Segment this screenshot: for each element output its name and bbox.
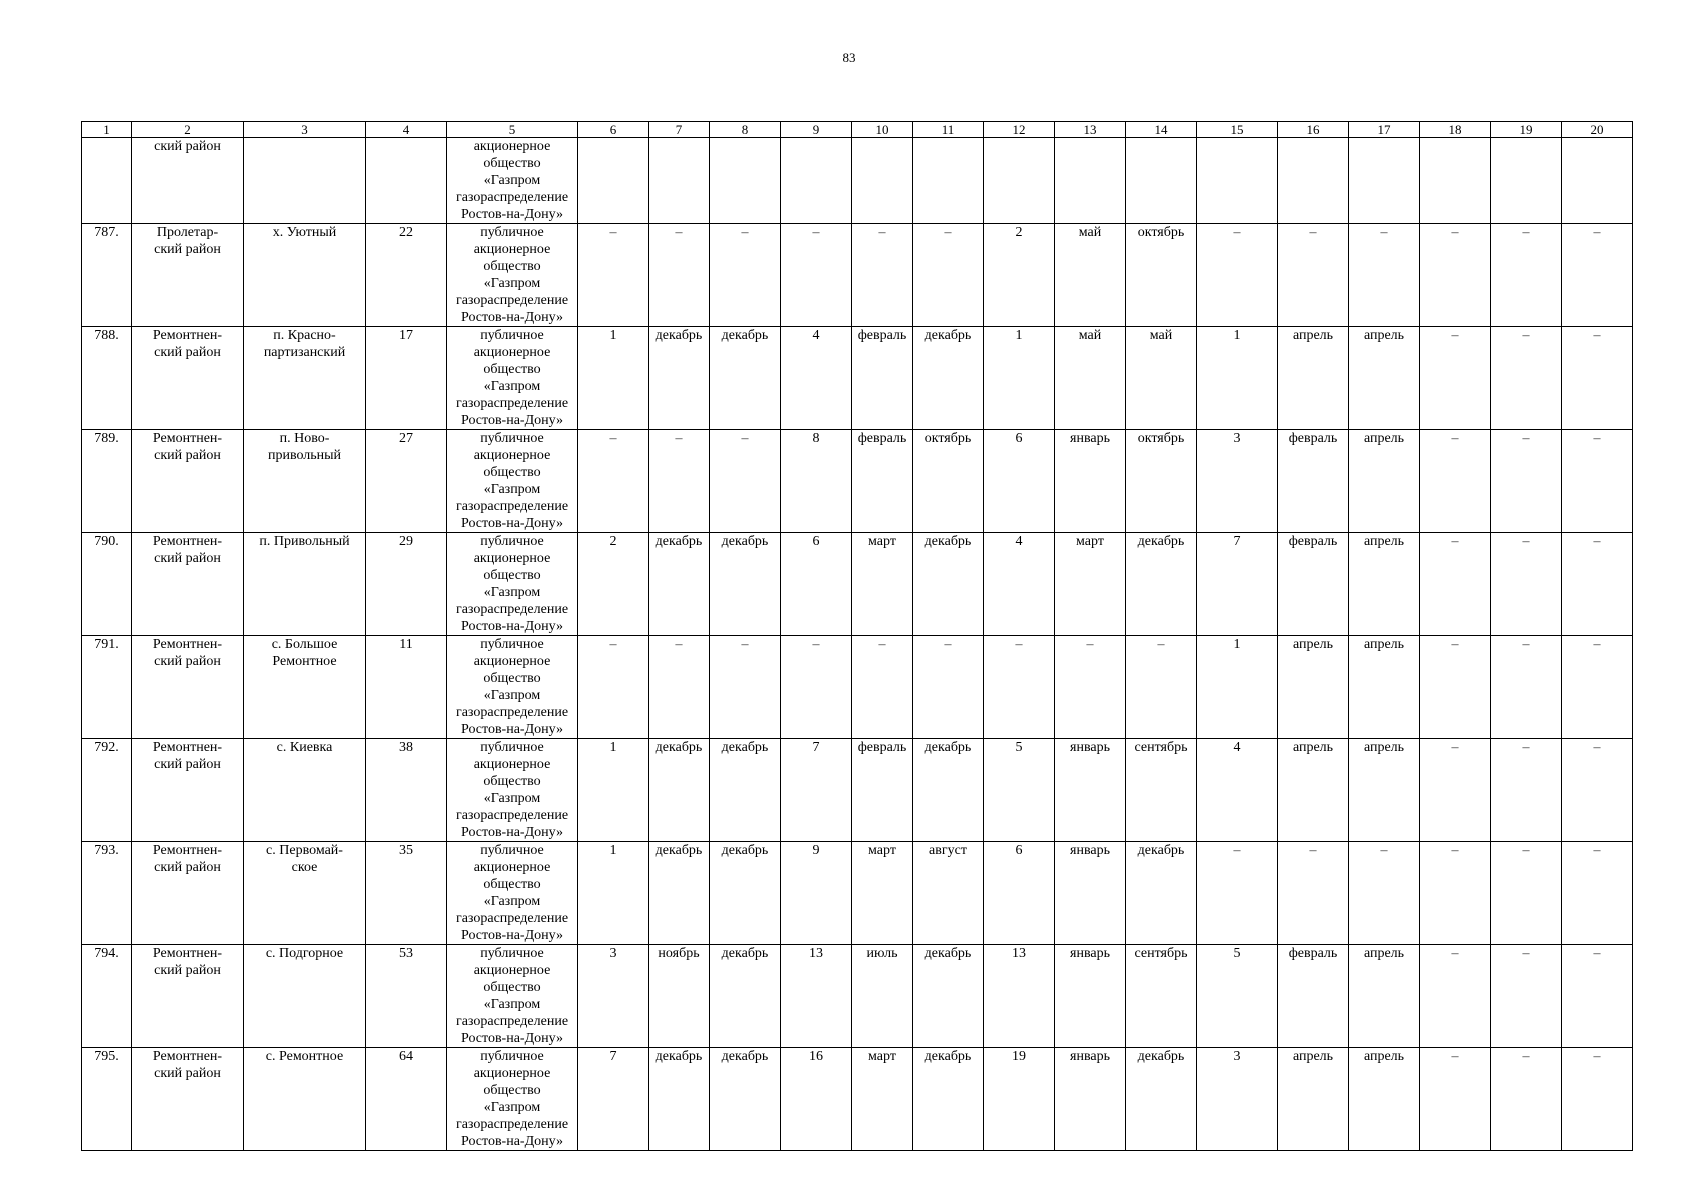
table-cell-col-6: 2 <box>578 533 649 636</box>
table-cell-col-17: апрель <box>1349 739 1420 842</box>
table-cell-col-2: Ремонтнен- ский район <box>132 533 244 636</box>
table-cell-col-8 <box>710 138 781 224</box>
table-cell-col-15: 5 <box>1197 945 1278 1048</box>
table-cell-col-1: 793. <box>82 842 132 945</box>
table-cell-col-10: июль <box>852 945 913 1048</box>
table-body <box>82 138 1633 1151</box>
table-cell-col-19 <box>1491 138 1562 224</box>
table-cell-col-1: 787. <box>82 224 132 327</box>
column-header-1: 1 <box>82 122 132 138</box>
table-cell-col-16: февраль <box>1278 945 1349 1048</box>
table-cell-col-6: – <box>578 430 649 533</box>
table-cell-col-4: 29 <box>366 533 447 636</box>
column-header-15: 15 <box>1197 122 1278 138</box>
table-cell-col-7: ноябрь <box>649 945 710 1048</box>
table-cell-col-2: Ремонтнен- ский район <box>132 327 244 430</box>
column-header-8: 8 <box>710 122 781 138</box>
table-cell-col-16: апрель <box>1278 636 1349 739</box>
table-cell-col-17: – <box>1349 842 1420 945</box>
table-cell-col-13: январь <box>1055 430 1126 533</box>
table-cell-col-9: 4 <box>781 327 852 430</box>
table-cell-col-6: 1 <box>578 842 649 945</box>
table-row <box>82 224 1633 327</box>
table-cell-col-14: декабрь <box>1126 1048 1197 1151</box>
table-cell-col-10: февраль <box>852 430 913 533</box>
table-cell-col-12: 1 <box>984 327 1055 430</box>
table-cell-col-13 <box>1055 138 1126 224</box>
table-cell-col-4: 11 <box>366 636 447 739</box>
table-cell-col-17: апрель <box>1349 533 1420 636</box>
table-cell-col-5: публичное акционерное общество «Газпром газораспределение Ростов-на-Дону» <box>447 430 578 533</box>
header-row <box>82 122 1633 138</box>
table-cell-col-4 <box>366 138 447 224</box>
table-cell-col-16: апрель <box>1278 1048 1349 1151</box>
table-cell-col-12: 5 <box>984 739 1055 842</box>
table-cell-col-15: 3 <box>1197 1048 1278 1151</box>
table-cell-col-8: декабрь <box>710 533 781 636</box>
table-cell-col-1: 791. <box>82 636 132 739</box>
table-cell-col-12: 6 <box>984 430 1055 533</box>
table-cell-col-1: 790. <box>82 533 132 636</box>
table-cell-col-3: с. Ремонтное <box>244 1048 366 1151</box>
table-cell-col-7: декабрь <box>649 1048 710 1151</box>
table-row <box>82 1048 1633 1151</box>
column-header-18: 18 <box>1420 122 1491 138</box>
schedule-table <box>81 121 1633 1151</box>
table-cell-col-6: 1 <box>578 739 649 842</box>
table-cell-col-7 <box>649 138 710 224</box>
table-cell-col-11: декабрь <box>913 739 984 842</box>
table-cell-col-11: декабрь <box>913 1048 984 1151</box>
table-cell-col-4: 64 <box>366 1048 447 1151</box>
table-cell-col-4: 22 <box>366 224 447 327</box>
table-cell-col-17: апрель <box>1349 327 1420 430</box>
table-cell-col-2: Ремонтнен- ский район <box>132 1048 244 1151</box>
table-cell-col-7: – <box>649 224 710 327</box>
column-header-14: 14 <box>1126 122 1197 138</box>
table-cell-col-12: 4 <box>984 533 1055 636</box>
column-header-6: 6 <box>578 122 649 138</box>
table-cell-col-18: – <box>1420 945 1491 1048</box>
table-cell-col-16: февраль <box>1278 533 1349 636</box>
table-cell-col-19: – <box>1491 430 1562 533</box>
table-cell-col-7: декабрь <box>649 842 710 945</box>
table-cell-col-2: Ремонтнен- ский район <box>132 945 244 1048</box>
table-cell-col-11: декабрь <box>913 945 984 1048</box>
table-cell-col-20: – <box>1562 430 1633 533</box>
table-cell-col-20: – <box>1562 533 1633 636</box>
column-header-3: 3 <box>244 122 366 138</box>
table-cell-col-20: – <box>1562 636 1633 739</box>
table-cell-col-10: – <box>852 636 913 739</box>
table-cell-col-7: декабрь <box>649 533 710 636</box>
table-cell-col-2: Ремонтнен- ский район <box>132 739 244 842</box>
table-cell-col-10: март <box>852 533 913 636</box>
table-cell-col-13: март <box>1055 533 1126 636</box>
table-cell-col-14: май <box>1126 327 1197 430</box>
table-cell-col-9: – <box>781 636 852 739</box>
column-header-9: 9 <box>781 122 852 138</box>
table-cell-col-10: – <box>852 224 913 327</box>
table-cell-col-15: – <box>1197 224 1278 327</box>
table-cell-col-3 <box>244 138 366 224</box>
table-cell-col-20: – <box>1562 1048 1633 1151</box>
table-cell-col-11: – <box>913 224 984 327</box>
table-cell-col-18: – <box>1420 842 1491 945</box>
table-cell-col-19: – <box>1491 1048 1562 1151</box>
table-cell-col-15 <box>1197 138 1278 224</box>
table-cell-col-12: 19 <box>984 1048 1055 1151</box>
table-cell-col-10: март <box>852 1048 913 1151</box>
table-cell-col-13: январь <box>1055 739 1126 842</box>
table-cell-col-8: – <box>710 430 781 533</box>
table-cell-col-12 <box>984 138 1055 224</box>
table-row <box>82 138 1633 224</box>
table-cell-col-9: 7 <box>781 739 852 842</box>
table-cell-col-17: апрель <box>1349 636 1420 739</box>
table-cell-col-19: – <box>1491 842 1562 945</box>
table-row <box>82 327 1633 430</box>
table-cell-col-19: – <box>1491 533 1562 636</box>
column-header-2: 2 <box>132 122 244 138</box>
table-cell-col-13: – <box>1055 636 1126 739</box>
column-header-20: 20 <box>1562 122 1633 138</box>
table-cell-col-18: – <box>1420 739 1491 842</box>
table-cell-col-20: – <box>1562 739 1633 842</box>
table-cell-col-2: Ремонтнен- ский район <box>132 636 244 739</box>
table-cell-col-20: – <box>1562 224 1633 327</box>
table-cell-col-18: – <box>1420 327 1491 430</box>
table-cell-col-3: п. Ново- привольный <box>244 430 366 533</box>
table-cell-col-7: – <box>649 430 710 533</box>
table-cell-col-4: 35 <box>366 842 447 945</box>
table-cell-col-12: – <box>984 636 1055 739</box>
table-cell-col-4: 27 <box>366 430 447 533</box>
table-cell-col-13: январь <box>1055 945 1126 1048</box>
table-cell-col-11: октябрь <box>913 430 984 533</box>
table-cell-col-1 <box>82 138 132 224</box>
column-header-4: 4 <box>366 122 447 138</box>
table-cell-col-3: х. Уютный <box>244 224 366 327</box>
table-cell-col-13: январь <box>1055 842 1126 945</box>
table-cell-col-20: – <box>1562 842 1633 945</box>
table-cell-col-16: апрель <box>1278 327 1349 430</box>
table-cell-col-14 <box>1126 138 1197 224</box>
table-cell-col-3: с. Киевка <box>244 739 366 842</box>
table-cell-col-5: публичное акционерное общество «Газпром газораспределение Ростов-на-Дону» <box>447 739 578 842</box>
table-cell-col-9: 9 <box>781 842 852 945</box>
table-cell-col-16: – <box>1278 842 1349 945</box>
table-cell-col-14: сентябрь <box>1126 739 1197 842</box>
table-cell-col-16 <box>1278 138 1349 224</box>
table-cell-col-18: – <box>1420 636 1491 739</box>
column-header-13: 13 <box>1055 122 1126 138</box>
table-cell-col-13: январь <box>1055 1048 1126 1151</box>
table-cell-col-5: публичное акционерное общество «Газпром газораспределение Ростов-на-Дону» <box>447 224 578 327</box>
table-cell-col-9: 13 <box>781 945 852 1048</box>
table-cell-col-15: 4 <box>1197 739 1278 842</box>
table-cell-col-4: 53 <box>366 945 447 1048</box>
table-cell-col-18: – <box>1420 1048 1491 1151</box>
table-cell-col-8: декабрь <box>710 739 781 842</box>
table-cell-col-2: Ремонтнен- ский район <box>132 430 244 533</box>
table-cell-col-19: – <box>1491 224 1562 327</box>
table-cell-col-3: с. Первомай- ское <box>244 842 366 945</box>
table-cell-col-4: 17 <box>366 327 447 430</box>
table-cell-col-8: декабрь <box>710 1048 781 1151</box>
table-cell-col-2: ский район <box>132 138 244 224</box>
table-cell-col-6: 3 <box>578 945 649 1048</box>
table-cell-col-10 <box>852 138 913 224</box>
table-cell-col-6 <box>578 138 649 224</box>
table-cell-col-19: – <box>1491 636 1562 739</box>
table-cell-col-1: 788. <box>82 327 132 430</box>
table-cell-col-1: 795. <box>82 1048 132 1151</box>
table-cell-col-5: публичное акционерное общество «Газпром газораспределение Ростов-на-Дону» <box>447 533 578 636</box>
table-cell-col-13: май <box>1055 327 1126 430</box>
table-cell-col-3: п. Привольный <box>244 533 366 636</box>
table-cell-col-19: – <box>1491 739 1562 842</box>
table-cell-col-8: – <box>710 224 781 327</box>
table-cell-col-9 <box>781 138 852 224</box>
table-cell-col-13: май <box>1055 224 1126 327</box>
table-cell-col-16: февраль <box>1278 430 1349 533</box>
table-cell-col-14: сентябрь <box>1126 945 1197 1048</box>
table-cell-col-8: декабрь <box>710 842 781 945</box>
table-cell-col-11: декабрь <box>913 327 984 430</box>
table-row <box>82 945 1633 1048</box>
table-cell-col-9: – <box>781 224 852 327</box>
table-cell-col-8: декабрь <box>710 945 781 1048</box>
table-cell-col-2: Пролетар- ский район <box>132 224 244 327</box>
table-cell-col-20: – <box>1562 327 1633 430</box>
table-cell-col-15: 3 <box>1197 430 1278 533</box>
table-cell-col-14: декабрь <box>1126 533 1197 636</box>
table-cell-col-17: – <box>1349 224 1420 327</box>
table-cell-col-3: п. Красно- партизанский <box>244 327 366 430</box>
table-cell-col-6: 1 <box>578 327 649 430</box>
table-cell-col-10: февраль <box>852 327 913 430</box>
table-row <box>82 430 1633 533</box>
table-cell-col-12: 6 <box>984 842 1055 945</box>
table-cell-col-18 <box>1420 138 1491 224</box>
table-cell-col-12: 13 <box>984 945 1055 1048</box>
table-cell-col-20 <box>1562 138 1633 224</box>
table-cell-col-7: декабрь <box>649 739 710 842</box>
table-cell-col-15: 1 <box>1197 327 1278 430</box>
table-cell-col-8: – <box>710 636 781 739</box>
table-cell-col-12: 2 <box>984 224 1055 327</box>
table-cell-col-9: 6 <box>781 533 852 636</box>
table-cell-col-18: – <box>1420 224 1491 327</box>
table-cell-col-20: – <box>1562 945 1633 1048</box>
table-cell-col-4: 38 <box>366 739 447 842</box>
column-header-19: 19 <box>1491 122 1562 138</box>
table-cell-col-5: акционерное общество «Газпром газораспределение Ростов-на-Дону» <box>447 138 578 224</box>
table-cell-col-7: декабрь <box>649 327 710 430</box>
table-cell-col-6: – <box>578 224 649 327</box>
column-header-10: 10 <box>852 122 913 138</box>
table-cell-col-15: – <box>1197 842 1278 945</box>
table-cell-col-15: 7 <box>1197 533 1278 636</box>
table-row <box>82 739 1633 842</box>
table-cell-col-14: – <box>1126 636 1197 739</box>
table-cell-col-14: октябрь <box>1126 430 1197 533</box>
table-row <box>82 533 1633 636</box>
table-cell-col-9: 16 <box>781 1048 852 1151</box>
table-cell-col-1: 789. <box>82 430 132 533</box>
table-cell-col-17: апрель <box>1349 1048 1420 1151</box>
table-cell-col-7: – <box>649 636 710 739</box>
table-cell-col-5: публичное акционерное общество «Газпром газораспределение Ростов-на-Дону» <box>447 842 578 945</box>
column-header-5: 5 <box>447 122 578 138</box>
column-header-16: 16 <box>1278 122 1349 138</box>
column-header-11: 11 <box>913 122 984 138</box>
table-cell-col-16: апрель <box>1278 739 1349 842</box>
table-cell-col-15: 1 <box>1197 636 1278 739</box>
column-header-17: 17 <box>1349 122 1420 138</box>
table-cell-col-11 <box>913 138 984 224</box>
table-cell-col-5: публичное акционерное общество «Газпром газораспределение Ростов-на-Дону» <box>447 636 578 739</box>
table-cell-col-3: с. Большое Ремонтное <box>244 636 366 739</box>
column-header-7: 7 <box>649 122 710 138</box>
table-cell-col-17: апрель <box>1349 430 1420 533</box>
table-cell-col-2: Ремонтнен- ский район <box>132 842 244 945</box>
table-cell-col-18: – <box>1420 430 1491 533</box>
table-cell-col-1: 792. <box>82 739 132 842</box>
table-cell-col-11: август <box>913 842 984 945</box>
table-cell-col-1: 794. <box>82 945 132 1048</box>
table-cell-col-19: – <box>1491 945 1562 1048</box>
table-cell-col-8: декабрь <box>710 327 781 430</box>
table-cell-col-18: – <box>1420 533 1491 636</box>
table-cell-col-14: декабрь <box>1126 842 1197 945</box>
table-cell-col-11: декабрь <box>913 533 984 636</box>
table-cell-col-5: публичное акционерное общество «Газпром газораспределение Ростов-на-Дону» <box>447 1048 578 1151</box>
table-cell-col-5: публичное акционерное общество «Газпром газораспределение Ростов-на-Дону» <box>447 945 578 1048</box>
table-cell-col-19: – <box>1491 327 1562 430</box>
table-cell-col-6: – <box>578 636 649 739</box>
table-cell-col-14: октябрь <box>1126 224 1197 327</box>
table-cell-col-17 <box>1349 138 1420 224</box>
column-header-12: 12 <box>984 122 1055 138</box>
table-cell-col-9: 8 <box>781 430 852 533</box>
table-cell-col-16: – <box>1278 224 1349 327</box>
table-cell-col-10: февраль <box>852 739 913 842</box>
table-cell-col-5: публичное акционерное общество «Газпром газораспределение Ростов-на-Дону» <box>447 327 578 430</box>
table-cell-col-3: с. Подгорное <box>244 945 366 1048</box>
table-cell-col-10: март <box>852 842 913 945</box>
page-number: 83 <box>842 50 856 65</box>
table-row <box>82 842 1633 945</box>
table-cell-col-17: апрель <box>1349 945 1420 1048</box>
table-cell-col-6: 7 <box>578 1048 649 1151</box>
table-row <box>82 636 1633 739</box>
table-cell-col-11: – <box>913 636 984 739</box>
